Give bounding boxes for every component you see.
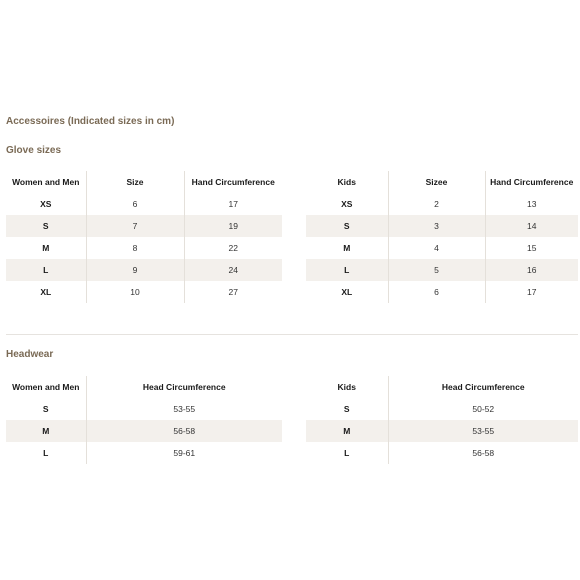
size-value: 3 [388,215,485,237]
head-circumference-value: 56-58 [472,448,495,458]
size-value: 9 [86,259,184,281]
column-header: Hand Circumference [490,177,574,187]
column-header: Head Circumference [142,382,226,392]
size-label: M [306,420,388,442]
size-value: 5 [388,259,485,281]
size-value: 6 [86,193,184,215]
table-row [306,259,578,281]
size-label: XL [6,281,86,303]
table-row [306,215,578,237]
hand-circumference-value: 27 [228,287,238,297]
size-label: S [6,215,86,237]
table-header-row [306,171,578,193]
column-header: Kids [306,171,388,193]
column-header: Women and Men [6,171,86,193]
size-value: 2 [388,193,485,215]
column-header: Kids [306,376,388,398]
table-row [6,237,282,259]
size-value: 4 [388,237,485,259]
size-label: M [6,237,86,259]
headwear-adults-table [6,376,282,464]
glove-sizes-kids-table [306,171,578,303]
headwear-heading: Headwear [6,349,54,360]
page-title: Accessoires (Indicated sizes in cm) [6,116,175,127]
size-value: 7 [86,215,184,237]
headwear-kids-table [306,376,578,464]
hand-circumference-value: 15 [527,243,537,253]
table-row [306,281,578,303]
table-row [306,442,578,464]
table-row [306,420,578,442]
head-circumference-value: 56-58 [86,420,282,442]
table-row [6,215,282,237]
column-header: Head Circumference [441,382,525,392]
size-label: S [306,398,388,420]
size-label: XL [306,281,388,303]
size-label: XS [6,193,86,215]
glove-sizes-heading: Glove sizes [6,145,62,156]
table-header-row [6,171,282,193]
size-label: S [306,215,388,237]
hand-circumference-value: 14 [485,215,578,237]
table-row [306,237,578,259]
hand-circumference-value: 13 [527,199,537,209]
size-value: 10 [86,281,184,303]
table-row [6,193,282,215]
section-divider [6,334,578,335]
size-label: L [6,259,86,281]
table-row [6,420,282,442]
table-row [6,398,282,420]
size-value: 6 [388,281,485,303]
hand-circumference-value: 19 [184,215,282,237]
size-label: L [306,442,388,464]
table-row [6,259,282,281]
table-row [306,193,578,215]
head-circumference-value: 50-52 [472,404,495,414]
table-header-row [306,376,578,398]
size-label: XS [306,193,388,215]
hand-circumference-value: 16 [485,259,578,281]
size-value: 8 [86,237,184,259]
size-label: S [6,398,86,420]
glove-sizes-adults-table [6,171,282,303]
size-label: L [306,259,388,281]
size-label: M [306,237,388,259]
table-row [6,442,282,464]
column-header: Sizee [388,171,485,193]
column-header: Size [86,171,184,193]
table-header-row [6,376,282,398]
table-row [6,281,282,303]
hand-circumference-value: 17 [228,199,238,209]
head-circumference-value: 53-55 [173,404,196,414]
hand-circumference-value: 24 [184,259,282,281]
head-circumference-value: 59-61 [173,448,196,458]
head-circumference-value: 53-55 [388,420,578,442]
hand-circumference-value: 22 [228,243,238,253]
size-label: M [6,420,86,442]
column-header: Hand Circumference [191,177,275,187]
hand-circumference-value: 17 [527,287,537,297]
column-header: Women and Men [6,376,86,398]
size-label: L [6,442,86,464]
table-row [306,398,578,420]
